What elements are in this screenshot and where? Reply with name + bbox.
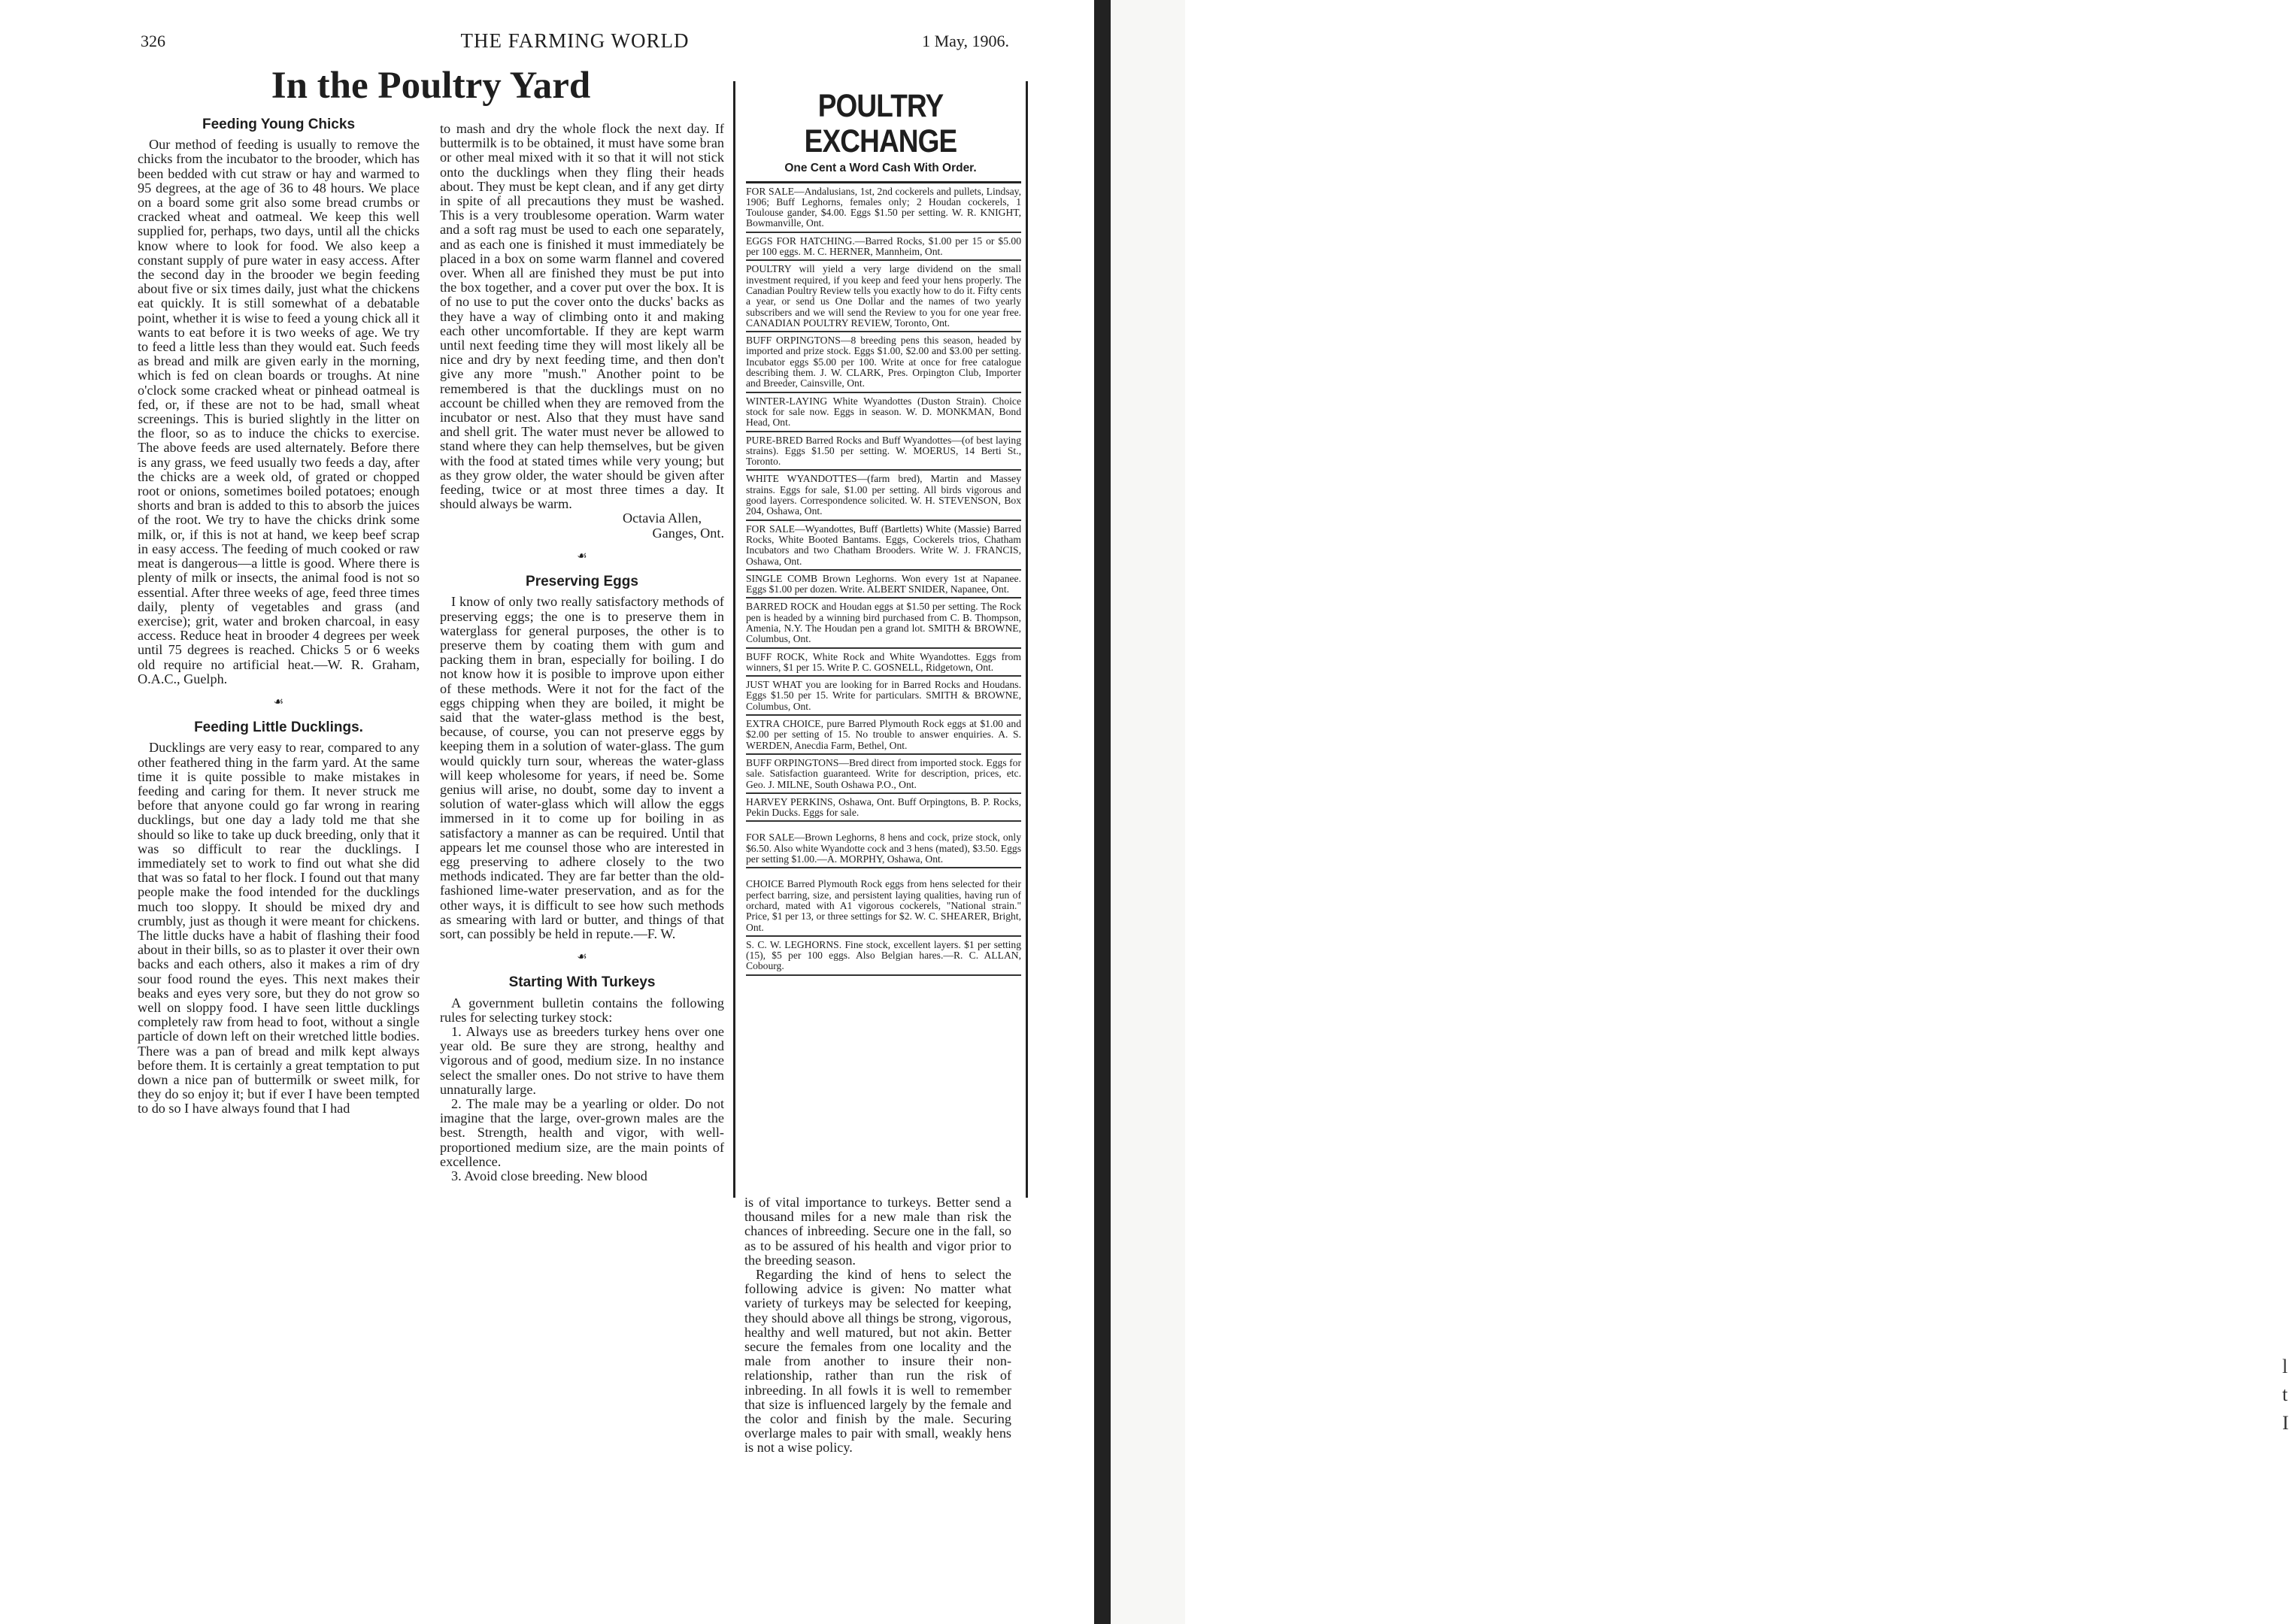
article-title-feeding-ducklings: Feeding Little Ducklings. [194, 720, 363, 736]
author-location: Ganges, Ont. [652, 525, 724, 541]
classified-ad: BUFF ORPINGTONS—Bred direct from imported stock. Eggs for sale. Satisfaction guaranteed. Write for description, prices, etc. Geo. J. MILNE, South Oshawa P.O., Ont. [746, 755, 1021, 794]
turkeys-rule: 3. Avoid close breeding. New blood [451, 1168, 647, 1184]
classified-ad: FOR SALE—Wyandottes, Buff (Bartletts) White (Massie) Barred Rocks, White Booted Bantams. Eggs, Cockerels trios, Chatham Incubators and two Chatham Brooders. Write W. J. FRANCIS, Oshawa, Ont. [746, 521, 1021, 571]
classified-ad: HARVEY PERKINS, Oshawa, Ont. Buff Orpingtons, B. P. Rocks, Pekin Ducks. Eggs for sale. [746, 794, 1021, 823]
column-2 [440, 122, 724, 1183]
author-signature: Octavia Allen, [622, 511, 702, 526]
article-title-feeding-chicks: Feeding Young Chicks [202, 117, 356, 132]
classified-ad: JUST WHAT you are looking for in Barred Rocks and Houdans. Eggs $1.50 per 15. Write for particulars. SMITH & BROWNE, Columbus, Ont. [746, 677, 1021, 716]
classified-ad: POULTRY will yield a very large dividend on the small investment required, if you keep and feed your hens properly. The Canadian Poultry Review tells you exactly how to do it. Fifty cents a year, or send us One Dollar and the names of two yearly subscribers and we will send the Review to you for one year free. CANADIAN POULTRY REVIEW, Toronto, Ont. [746, 261, 1021, 332]
running-head [141, 29, 1009, 59]
section-divider-ornament: ☙ [273, 695, 284, 708]
classified-ad: FOR SALE—Brown Leghorns, 8 hens and cock, prize stock, only $6.50. Also white Wyandotte cock and 3 hens (mated), $3.50. Eggs per setting $1.00.—A. MORPHY, Oshawa, Ont. [746, 829, 1021, 868]
classified-ad: BARRED ROCK and Houdan eggs at $1.50 per setting. The Rock pen is headed by a winning bird purchased from C. B. Thompson, Amenia, N.Y. The Houdan pen a grand lot. SMITH & BROWNE, Columbus, Ont. [746, 598, 1021, 648]
exchange-title: POULTRY EXCHANGE [804, 88, 957, 160]
article-body-preserving-eggs: I know of only two really satisfactory methods of preserving eggs; the one is to preserve them in waterglass for general purposes, the other is to preserve them by coating them with gum and packing them in bran, especially for boiling. I do not know how it is posible to improve upon either of these methods. Were it not for the fact of the eggs chipping when they are boiled, it might be said that the water-glass method is the best, because, of course, you can not preserve eggs by keeping them in a solution of water-glass. The gum would quickly turn sour, whereas the water-glass will keep wholesome for years, if need be. Some genius will arise, no doubt, some day to invent a solution of water-glass which will allow the eggs immersed in it to come up for boiling in as satisfactory a manner as can be required. Until that appears let me counsel those who are interested in egg preserving to adhere closely to the two methods indicated. They are far better than the old-fashioned lime-water preservation, and as for the other ways, it is difficult to see how such methods as smearing with lard or butter, and things of that sort, can possibly be held in repute.—F. W. [440, 594, 724, 941]
classified-ad: CHOICE Barred Plymouth Rock eggs from hens selected for their perfect barring, size, and persistent laying qualities, having run of orchard, mated with A1 vigorous cockerels, "National strain." Price, $1 per 13, or three settings for $2. W. C. SHEARER, Bright, Ont. [746, 876, 1021, 936]
page-number: 326 [141, 32, 165, 50]
binding-edge [1094, 0, 1111, 1624]
section-divider-ornament: ☙ [577, 951, 587, 964]
publication-title: THE FARMING WORLD [460, 29, 690, 52]
turkeys-continued: is of vital importance to turkeys. Better send a thousand miles for a new male than risk the chances of inbreeding. Secure one in the fall, so as to be assured of his health and vigor prior to the breeding season. [744, 1195, 1011, 1268]
article-title-preserving-eggs: Preserving Eggs [526, 574, 638, 590]
edge-letter: I [2282, 1412, 2289, 1434]
turkeys-rule: 2. The male may be a yearling or older. Do not imagine that the large, over-grown males are the best. Strength, health and vigor, with well-proportioned medium size, are the main points of excellence. [440, 1096, 724, 1169]
classified-ad: SINGLE COMB Brown Leghorns. Won every 1st at Napanee. Eggs $1.00 per dozen. Write. ALBERT SNIDER, Napanee, Ont. [746, 571, 1021, 599]
section-title: In the Poultry Yard [271, 65, 591, 107]
exchange-subtitle: One Cent a Word Cash With Order. [784, 161, 977, 174]
classified-ad: BUFF ROCK, White Rock and White Wyandottes. Eggs from winners, $1 per 15. Write P. C. GOSNELL, Ridgetown, Ont. [746, 649, 1021, 677]
classified-ads-list [746, 181, 1021, 976]
column-1 [138, 114, 420, 1116]
turkeys-rule: 1. Always use as breeders turkey hens over one year old. Be sure they are strong, healthy and vigorous and of good, medium size. In no instance select the smaller ones. Do not strive to have them unnaturally large. [440, 1023, 724, 1097]
classified-ad: S. C. W. LEGHORNS. Fine stock, excellent layers. $1 per setting (15), $5 per 100 eggs. Also Belgian hares.—R. C. ALLAN, Cobourg. [746, 937, 1021, 976]
edge-letter: t [2282, 1383, 2288, 1405]
classified-ad: PURE-BRED Barred Rocks and Buff Wyandottes—(of best laying strains). Eggs $1.50 per setting. W. MOERUS, 14 Berti St., Toronto. [746, 432, 1021, 471]
classified-ad: EXTRA CHOICE, pure Barred Plymouth Rock eggs at $1.00 and $2.00 per setting of 15. No trouble to answer enquiries. A. S. WERDEN, Anecdia Farm, Bethel, Ont. [746, 716, 1021, 755]
turkeys-intro: A government bulletin contains the following rules for selecting turkey stock: [440, 995, 724, 1025]
column-3 [744, 1195, 1011, 1456]
turkeys-continued: Regarding the kind of hens to select the following advice is given: No matter what variety of turkeys may be selected for keeping, they should above all things be strong, vigorous, healthy and well matured, but not akin. Better secure the females from one locality and the male from another to insure their non-relationship, rather than run the risk of inbreeding. In all fowls it is well to remember that size is influenced largely by the female and the color and finish by the male. Securing overlarge males to pair with small, weakly hens is not a wise policy. [744, 1267, 1011, 1456]
article-body-feeding-ducklings: Ducklings are very easy to rear, compared to any other feathered thing in the farm yard. At the same time it is quite possible to make mistakes in feeding and caring for them. It never struck me before that anyone could go far wrong in rearing ducklings, but one day a lady told me that she should so like to take up duck breeding, only that it was so difficult to rear the ducklings. I immediately set to work to find out what she did that was so fatal to her flock. I found out that many people make the food intended for the ducklings much too sloppy. It should be mixed dry and crumbly, just as though it were meant for chickens. The little ducks have a habit of flashing their food about in their bills, so as to plaster it over their own backs and each others, also it makes a rim of dry sour food round the eyes. This next makes their beaks and eyes very sore, but they do not grow so well on sloppy food. I have seen little ducklings completely raw from head to foot, without a single particle of down left on their wretched little bodies. There was a pan of bread and milk kept always before them. It is certainly a great temptation to put down a nice pan of buttermilk or sweet milk, for they do so enjoy it; but if ever I have been tempted to do so I have always found that I had [138, 740, 420, 1116]
adjacent-page-strip [1111, 0, 2289, 1624]
section-divider-ornament: ☙ [577, 550, 587, 562]
poultry-exchange-box [733, 81, 1028, 1198]
classified-ad: WINTER-LAYING White Wyandottes (Duston Strain). Choice stock for sale now. Eggs in season. W. D. MONKMAN, Bond Head, Ont. [746, 393, 1021, 432]
classified-ad: WHITE WYANDOTTES—(farm bred), Martin and Massey strains. Eggs for sale, $1.00 per setting. All birds vigorous and good layers. Correspondence solicited. W. H. STEVENSON, Box 204, Oshawa, Ont. [746, 471, 1021, 520]
classified-ad: EGGS FOR HATCHING.—Barred Rocks, $1.00 per 15 or $5.00 per 100 eggs. M. C. HERNER, Mannheim, Ont. [746, 233, 1021, 262]
issue-date: 1 May, 1906. [922, 32, 1009, 50]
article-body-feeding-chicks: Our method of feeding is usually to remove the chicks from the incubator to the brooder, which has been bedded with cut straw or hay and warmed to 95 degrees, at the age of 36 to 48 hours. We place on a board some grit also some bread crumbs or cracked wheat and oatmeal. We keep this well supplied for, perhaps, two days, until all the chicks know where to look for food. We also keep a constant supply of pure water in easy access. After the second day in the brooder we begin feeding about five or six times daily, just what the chickens eat quickly. It is still somewhat of a debatable point, whether it is wise to feed a young chick all it wants to eat before it is two weeks of age. We try to feed a little less than they would eat. Such feeds as bread and milk are given early in the morning, which is fed on clean boards or troughs. At nine o'clock some cracked wheat or pinhead oatmeal is fed, or, if these are not to be had, small wheat screenings. This is buried slightly in the litter on the floor, so as to induce the chicks to exercise. The above feeds are used alternately. Before there is any grass, we feed usually two feeds a day, after the chicks are a week old, of grated or chopped root or onions, sometimes boiled potatoes; enough shorts and bran is added to this to absorb the juices of the root. We try to have the chicks drink some milk, or, if this is not at hand, we keep beef scrap in easy access. The feeding of much cooked or raw meat is dangerous—a little is good. Where there is plenty of milk or insects, the animal food is not so essential. After three weeks of age, feed three times daily, plenty of vegetables and grass (and exercise); grit, water and broken charcoal, in easy access. Reduce heat in brooder 4 degrees per week until 75 degrees is reached. Chicks 5 or 6 weeks old require no artificial heat.—W. R. Graham, O.A.C., Guelph. [138, 137, 420, 686]
edge-letter: l [2282, 1356, 2288, 1377]
classified-ad: FOR SALE—Andalusians, 1st, 2nd cockerels and pullets, Lindsay, 1906; Buff Leghorns, females only; 2 Houdan cockerels, 1 Toulouse gander, $4.00. Eggs $1.50 per setting. W. R. KNIGHT, Bowmanville, Ont. [746, 183, 1021, 233]
article-body-feeding-ducklings-continued: to mash and dry the whole flock the next day. If buttermilk is to be obtained, it must have some bran or other meal mixed with it so that it will not stick onto the ducklings when they fling their heads about. They must be kept clean, and if any get dirty in spite of all precautions they must be washed. This is a very troublesome operation. Warm water and a soft rag must be used to each one separately, and as each one is finished it must immediately be placed in a box on some warm flannel and covered over. When all are finished they must be put into the box together, and a cover put over the box. It is of no use to put the cover onto the ducks' backs as they have a way of climbing onto it and making each other uncomfortable. If they are kept warm until next feeding time they will most likely all be nice and dry by next feeding time, and then don't give any more "mush." Another point to be remembered is that the ducklings must on no account be chilled when they are removed from the incubator or nest. Also that they must have sand and shell grit. The water must never be allowed to stand where they can help themselves, but be given with the food at stated times while very young; but as they grow older, the water should be given after feeding, twice or at most three times a day. It should always be warm. [440, 121, 724, 512]
article-title-turkeys: Starting With Turkeys [508, 974, 656, 991]
classified-ad: BUFF ORPINGTONS—8 breeding pens this season, headed by imported and prize stock. Eggs $1.00, $2.00 and $3.00 per setting. Incubator eggs $5.00 per 100. Write at once for free catalogue describing them. J. W. CLARK, Pres. Orpington Club, Importer and Breeder, Cainsville, Ont. [746, 332, 1021, 392]
